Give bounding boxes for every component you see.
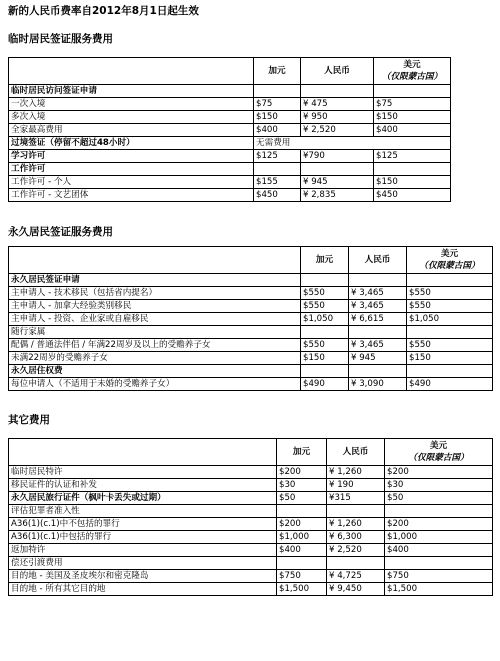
header-cny: 人民币 — [327, 439, 385, 466]
fee-usd: $150 — [374, 176, 451, 189]
header-usd-label: 美元 — [440, 249, 459, 259]
header-cny: 人民币 — [301, 58, 374, 85]
fee-cad — [301, 365, 349, 378]
table-row — [9, 287, 493, 300]
fee-usd: $1,500 — [385, 583, 493, 596]
fee-cny: ¥ 1,260 — [327, 466, 385, 479]
table-row — [9, 137, 451, 150]
fee-cny: ¥ 6,615 — [349, 313, 407, 326]
header-cad: 加元 — [277, 439, 327, 466]
fee-cny: ¥ 2,520 — [301, 124, 374, 137]
fee-usd: $550 — [407, 300, 493, 313]
fee-usd: $550 — [407, 339, 493, 352]
table-row — [9, 150, 451, 163]
fee-cad: $150 — [301, 352, 349, 365]
fee-usd: $50 — [385, 492, 493, 505]
fee-cny: ¥790 — [301, 150, 374, 163]
fee-cny — [349, 365, 407, 378]
header-usd-label: 美元 — [403, 60, 421, 70]
fee-label: 评估犯罪者准入性 — [9, 505, 277, 518]
fee-label: 偿还引渡费用 — [9, 557, 277, 570]
header-usd-note: （仅限蒙古国） — [381, 72, 443, 82]
fee-cad: $400 — [277, 544, 327, 557]
fee-cny: ¥ 2,835 — [301, 189, 374, 202]
fee-cny — [301, 163, 374, 176]
header-blank — [9, 247, 301, 274]
fee-usd — [407, 274, 493, 287]
fee-cny: ¥ 3,465 — [349, 287, 407, 300]
fee-label: A36(1)(c.1)中包括的罪行 — [9, 531, 277, 544]
fee-label: 未满22周岁的受赡养子女 — [9, 352, 301, 365]
fee-cad: $200 — [277, 466, 327, 479]
fee-usd — [385, 557, 493, 570]
fee-label: 目的地 - 所有其它目的地 — [9, 583, 277, 596]
table-row — [9, 85, 451, 98]
fee-usd: $750 — [385, 570, 493, 583]
table-row — [9, 531, 493, 544]
header-cny: 人民币 — [349, 247, 407, 274]
table-row — [9, 111, 451, 124]
fee-usd: $150 — [374, 111, 451, 124]
fee-label: 全家最高费用 — [9, 124, 254, 137]
table-row — [9, 365, 493, 378]
table-row — [9, 339, 493, 352]
fee-usd: $125 — [374, 150, 451, 163]
fee-label: 临时居民访问签证申请 — [9, 85, 254, 98]
table-row — [9, 466, 493, 479]
fee-label: 主申请人 - 加拿大经验类别移民 — [9, 300, 301, 313]
fee-usd: $150 — [407, 352, 493, 365]
fee-label: 随行家属 — [9, 326, 301, 339]
header-usd-note: （仅限蒙古国） — [408, 453, 469, 463]
table-row — [9, 98, 451, 111]
fee-cad — [254, 163, 301, 176]
header-usd — [407, 247, 493, 274]
fee-cny — [327, 557, 385, 570]
fee-cny: ¥ 3,090 — [349, 378, 407, 391]
fee-cad: $155 — [254, 176, 301, 189]
fee-cad: $75 — [254, 98, 301, 111]
fee-cad: $1,000 — [277, 531, 327, 544]
fee-cad: $50 — [277, 492, 327, 505]
header-blank — [9, 439, 277, 466]
header-usd-label: 美元 — [429, 441, 448, 451]
fee-label: 一次入境 — [9, 98, 254, 111]
table-row — [9, 124, 451, 137]
fee-table-other — [8, 438, 493, 596]
fee-cny — [301, 85, 374, 98]
fee-cad: $150 — [254, 111, 301, 124]
fee-usd: $1,000 — [385, 531, 493, 544]
fee-cny: ¥ 1,260 — [327, 518, 385, 531]
fee-cny — [349, 326, 407, 339]
table-row — [9, 378, 493, 391]
fee-label: 过境签证（停留不超过48小时） — [9, 137, 254, 150]
table-row — [9, 505, 493, 518]
table-row — [9, 518, 493, 531]
fee-cad: $400 — [254, 124, 301, 137]
fee-cad: $1,500 — [277, 583, 327, 596]
table-row — [9, 163, 451, 176]
fee-label: 多次入境 — [9, 111, 254, 124]
fee-cad: $550 — [301, 287, 349, 300]
fee-cny: ¥ 3,465 — [349, 300, 407, 313]
fee-cad — [254, 85, 301, 98]
page-title: 新的人民币费率自2012年8月1日起生效 — [8, 5, 199, 17]
fee-cad — [301, 326, 349, 339]
table-row — [9, 274, 493, 287]
fee-table-temporary — [8, 57, 451, 202]
fee-label: 学习许可 — [9, 150, 254, 163]
table-row — [9, 300, 493, 313]
fee-cny: ¥ 6,300 — [327, 531, 385, 544]
fee-usd: $30 — [385, 479, 493, 492]
fee-usd — [374, 163, 451, 176]
fee-cny: ¥ 4,725 — [327, 570, 385, 583]
fee-cad: $750 — [277, 570, 327, 583]
fee-usd: $490 — [407, 378, 493, 391]
fee-label: 工作许可 - 个人 — [9, 176, 254, 189]
fee-cad: $200 — [277, 518, 327, 531]
header-usd-note: （仅限蒙古国） — [419, 261, 480, 271]
table-row — [9, 557, 493, 570]
fee-cad: $490 — [301, 378, 349, 391]
header-cad: 加元 — [301, 247, 349, 274]
table-row — [9, 189, 451, 202]
header-cad: 加元 — [254, 58, 301, 85]
fee-usd: $200 — [385, 518, 493, 531]
fee-label: 工作许可 — [9, 163, 254, 176]
fee-cad: $550 — [301, 300, 349, 313]
table-row — [9, 479, 493, 492]
fee-cad: $125 — [254, 150, 301, 163]
fee-usd: $200 — [385, 466, 493, 479]
section-heading-temporary: 临时居民签证服务费用 — [8, 33, 113, 45]
fee-cny: ¥ 950 — [301, 111, 374, 124]
fee-label: 移民证件的认证和补发 — [9, 479, 277, 492]
fee-usd — [385, 505, 493, 518]
section-heading-permanent: 永久居民签证服务费用 — [8, 226, 113, 238]
fee-label: 每位申请人（不适用于未婚的受赡养子女） — [9, 378, 301, 391]
section-heading-other: 其它费用 — [8, 414, 50, 426]
table-row — [9, 570, 493, 583]
fee-label: A36(1)(c.1)中不包括的罪行 — [9, 518, 277, 531]
fee-cny: ¥ 945 — [349, 352, 407, 365]
fee-cny: ¥ 190 — [327, 479, 385, 492]
fee-usd — [374, 85, 451, 98]
fee-cny: ¥ 475 — [301, 98, 374, 111]
table-row — [9, 176, 451, 189]
fee-cad — [277, 505, 327, 518]
table-row — [9, 492, 493, 505]
fee-cny: ¥ 2,520 — [327, 544, 385, 557]
fee-usd: $400 — [385, 544, 493, 557]
fee-table-permanent — [8, 246, 493, 391]
fee-cad — [277, 557, 327, 570]
table-row — [9, 583, 493, 596]
table-row — [9, 352, 493, 365]
fee-label: 临时居民特许 — [9, 466, 277, 479]
table-row — [9, 313, 493, 326]
fee-usd: $400 — [374, 124, 451, 137]
fee-cad — [301, 274, 349, 287]
fee-usd: $1,050 — [407, 313, 493, 326]
fee-label: 永久居住权费 — [9, 365, 301, 378]
fee-note: 无需费用 — [254, 137, 451, 150]
fee-usd — [407, 326, 493, 339]
fee-cny: ¥ 945 — [301, 176, 374, 189]
fee-cny: ¥315 — [327, 492, 385, 505]
fee-cad: $30 — [277, 479, 327, 492]
fee-usd — [407, 365, 493, 378]
header-usd — [385, 439, 493, 466]
fee-cad: $550 — [301, 339, 349, 352]
fee-usd: $450 — [374, 189, 451, 202]
fee-label: 主申请人 - 投资、企业家或自雇移民 — [9, 313, 301, 326]
fee-cny — [327, 505, 385, 518]
fee-label: 配偶 / 普通法伴侣 / 年满22周岁及以上的受赡养子女 — [9, 339, 301, 352]
fee-label: 主申请人 - 技术移民（包括省内提名） — [9, 287, 301, 300]
fee-cny: ¥ 9,450 — [327, 583, 385, 596]
header-usd — [374, 58, 451, 85]
table-row — [9, 326, 493, 339]
fee-cad: $1,050 — [301, 313, 349, 326]
fee-usd: $75 — [374, 98, 451, 111]
fee-label: 永久居民旅行证件（枫叶卡丢失或过期） — [9, 492, 277, 505]
fee-cny: ¥ 3,465 — [349, 339, 407, 352]
header-blank — [9, 58, 254, 85]
fee-label: 返加特许 — [9, 544, 277, 557]
fee-cad: $450 — [254, 189, 301, 202]
fee-label: 工作许可 - 文艺团体 — [9, 189, 254, 202]
fee-usd: $550 — [407, 287, 493, 300]
fee-label: 目的地 - 美国及圣皮埃尔和密克隆岛 — [9, 570, 277, 583]
fee-label: 永久居民签证申请 — [9, 274, 301, 287]
fee-cny — [349, 274, 407, 287]
table-row — [9, 544, 493, 557]
